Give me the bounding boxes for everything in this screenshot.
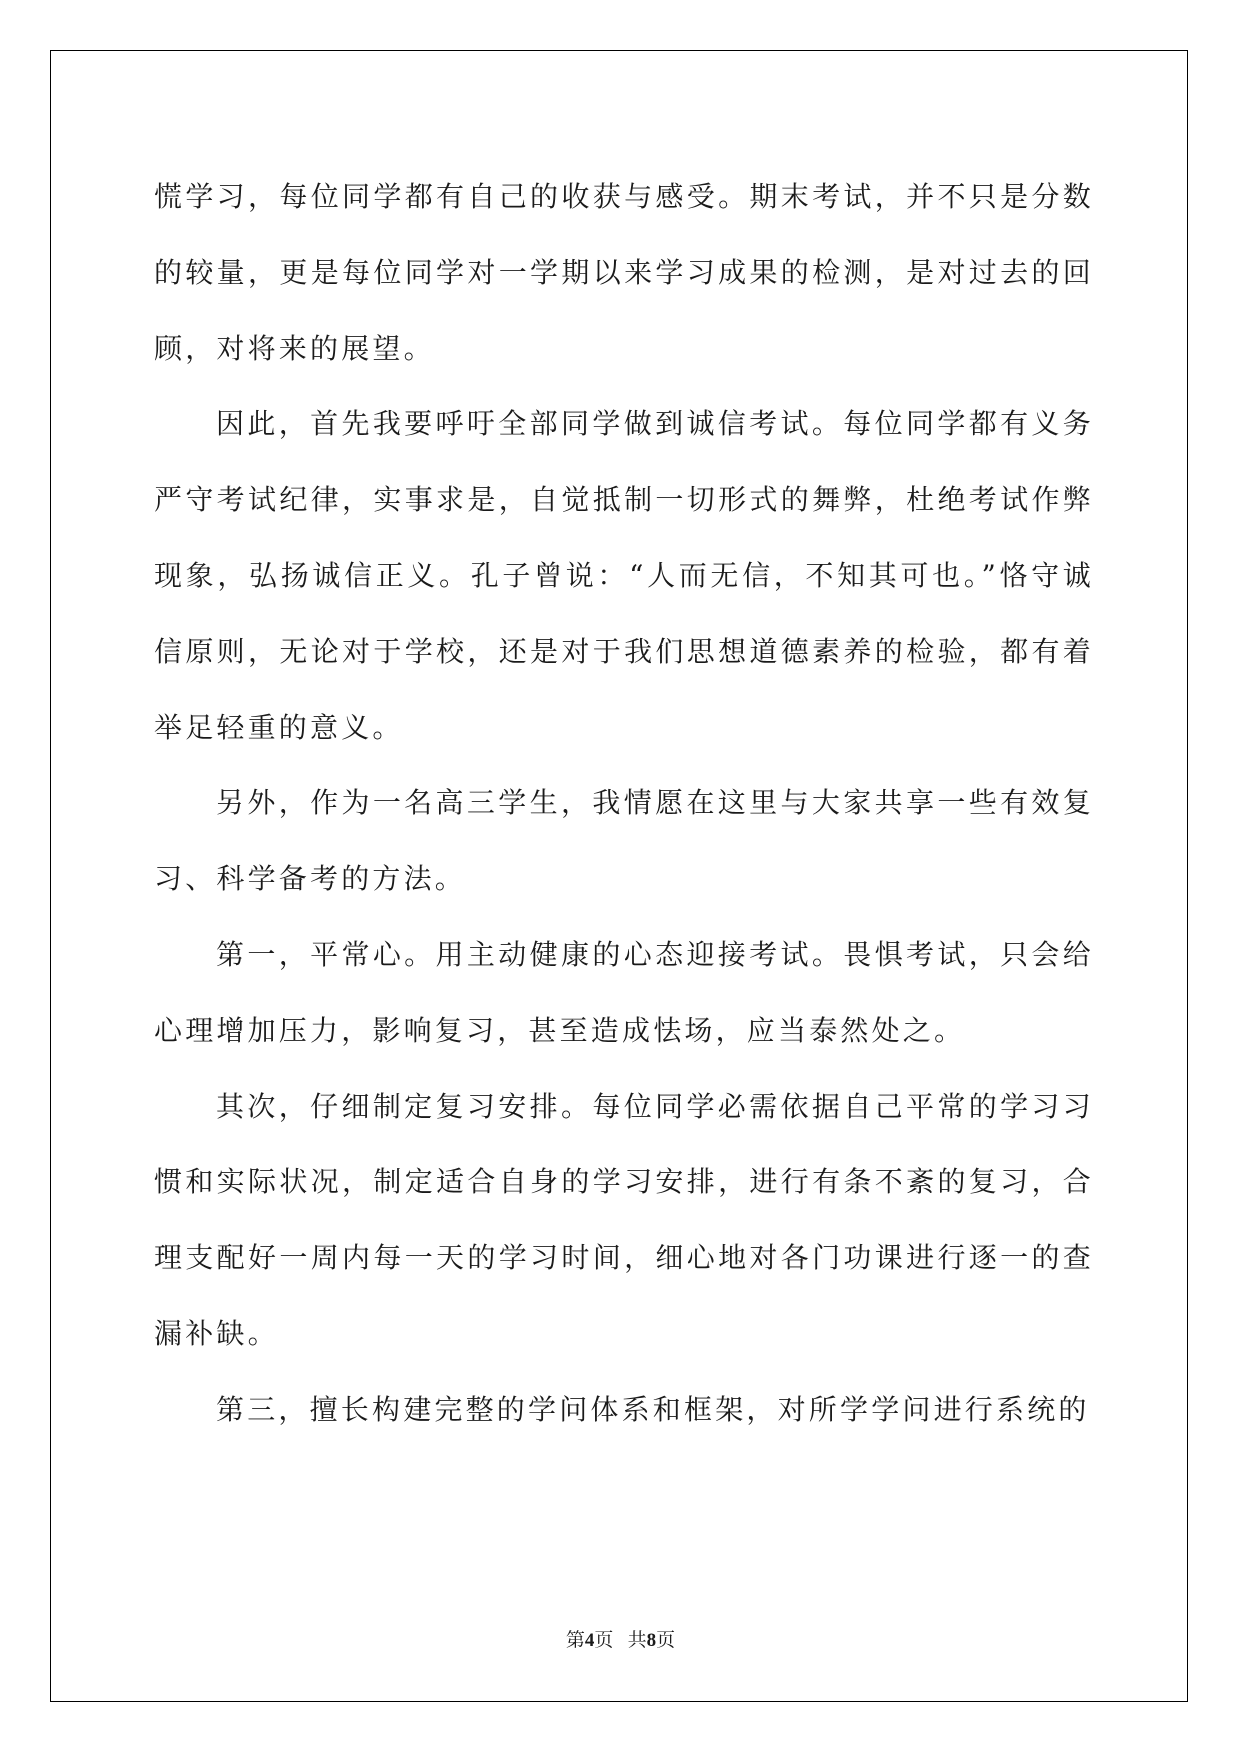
document-body <box>154 159 1094 1448</box>
paragraph-6: 第三，擅长构建完整的学问体系和框架，对所学学问进行系统的 <box>216 1392 1090 1426</box>
footer-page-current: 4 <box>584 1630 595 1651</box>
page-footer <box>0 1625 1241 1652</box>
paragraph-3: 另外，作为一名高三学生，我情愿在这里与大家共享一些有效复习、科学备考的方法。 <box>154 786 1094 896</box>
footer-total-suffix: 页 <box>656 1630 676 1651</box>
paragraph-2: 因此，首先我要呼吁全部同学做到诚信考试。每位同学都有义务严守考试纪律，实事求是，自觉抵制一切形式的舞弊，杜绝考试作弊现象，弘扬诚信正义。孔子曾说：“人而无信，不知其可也。”恪守诚信原则，无论对于学校，还是对于我们思想道德素养的检验，都有着举足轻重的意义。 <box>154 407 1094 744</box>
footer-page-total: 8 <box>646 1630 657 1651</box>
paragraph-4: 第一，平常心。用主动健康的心态迎接考试。畏惧考试，只会给心理增加压力，影响复习，甚至造成怯场，应当泰然处之。 <box>154 937 1094 1047</box>
footer-page-suffix: 页 <box>594 1630 614 1651</box>
paragraph-5: 其次，仔细制定复习安排。每位同学必需依据自己平常的学习习惯和实际状况，制定适合自身的学习安排，进行有条不紊的复习，合理支配好一周内每一天的学习时间，细心地对各门功课进行逐一的查漏补缺。 <box>154 1089 1094 1350</box>
footer-total-prefix: 共 <box>627 1630 647 1651</box>
footer-page-prefix: 第 <box>565 1630 585 1651</box>
paragraph-1: 慌学习，每位同学都有自己的收获与感受。期末考试，并不只是分数的较量，更是每位同学对一学期以来学习成果的检测，是对过去的回顾，对将来的展望。 <box>154 180 1094 365</box>
